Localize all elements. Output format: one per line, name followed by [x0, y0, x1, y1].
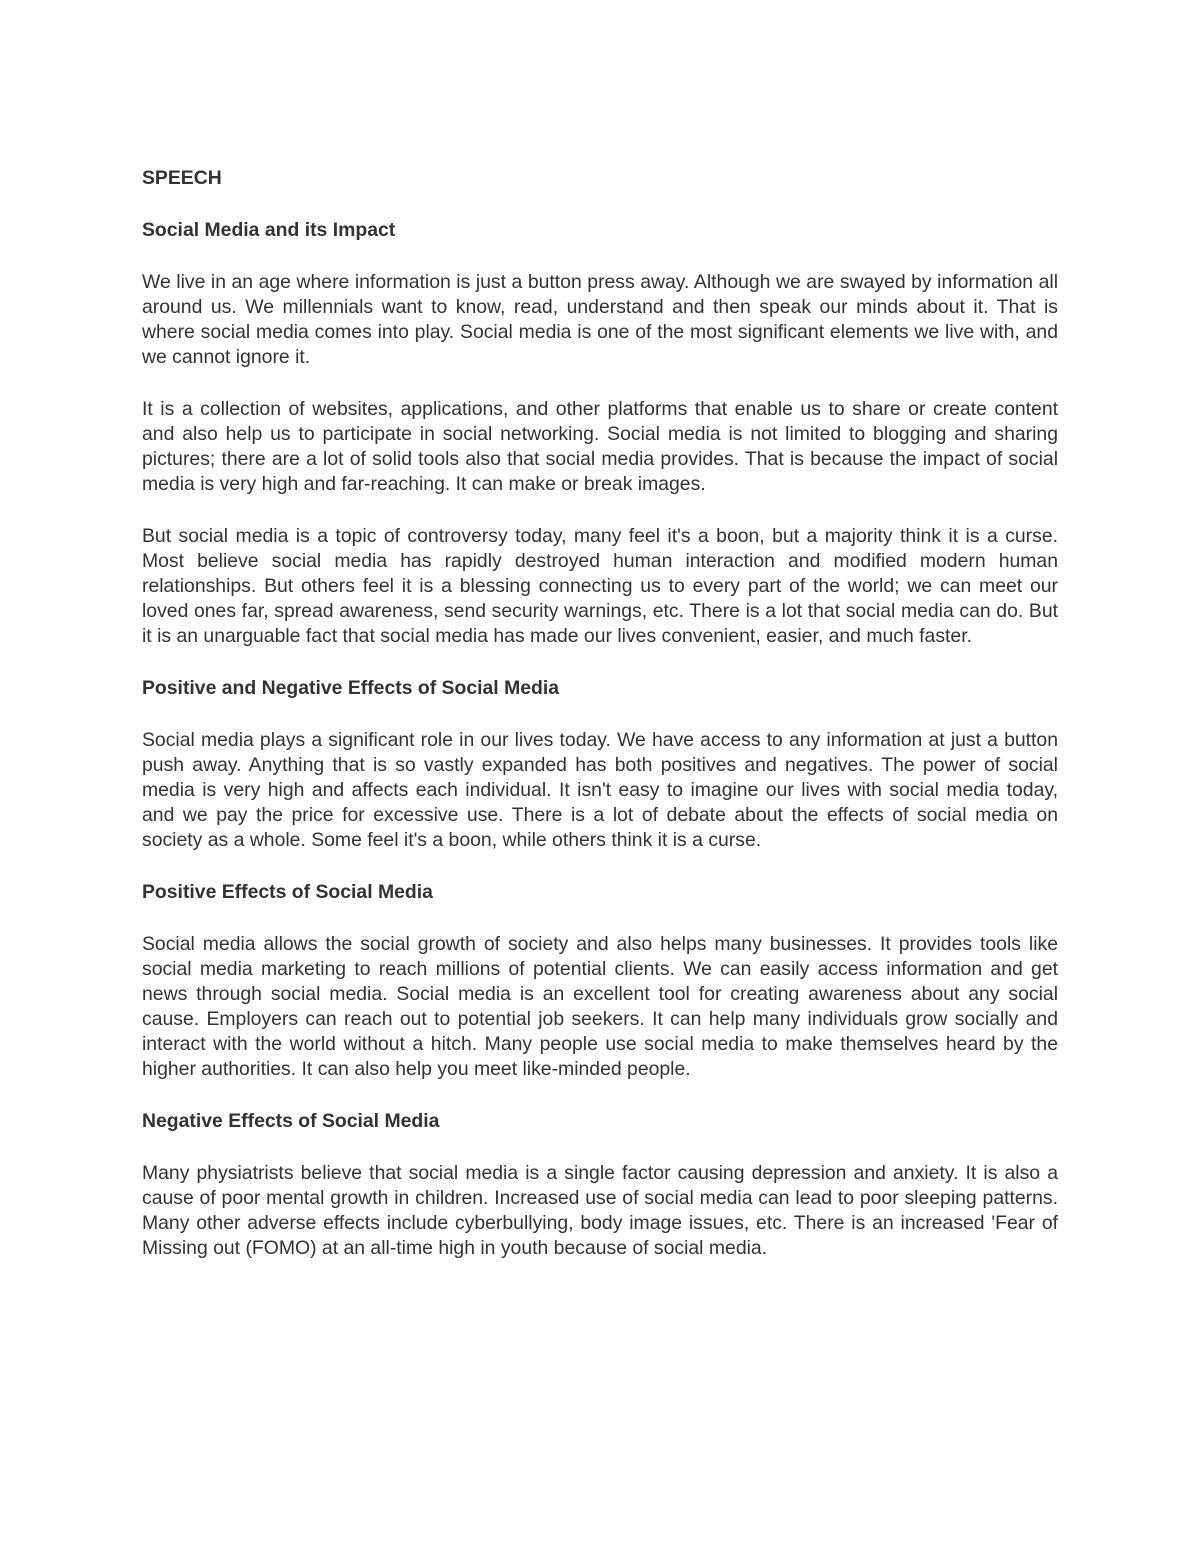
paragraph: Many physiatrists believe that social media is a single factor causing depression and anxiety. It is also a cause of poor mental growth in children. Increased use of social media can lead to poor sleeping patterns. Many other adverse effects include cyberbullying, body image issues, etc. There is an increased 'Fear of Missing out (FOMO) at an all-time high in youth because of social media.: [142, 1162, 1058, 1259]
section-heading: Positive and Negative Effects of Social Media: [142, 677, 560, 699]
section-heading: Positive Effects of Social Media: [142, 881, 433, 903]
paragraph: But social media is a topic of controversy today, many feel it's a boon, but a majority think it is a curse. Most believe social media has rapidly destroyed human interaction and modified modern human relationships. But others feel it is a blessing connecting us to every part of the world; we can meet our loved ones far, spread awareness, send security warnings, etc. There is a lot that social media can do. But it is an unarguable fact that social media has made our lives convenient, easier, and much faster.: [142, 525, 1058, 647]
document-body: [142, 166, 1058, 1288]
paragraph: Social media plays a significant role in our lives today. We have access to any information at just a button push away. Anything that is so vastly expanded has both positives and negatives. The power of social media is very high and affects each individual. It isn't easy to imagine our lives with social media today, and we pay the price for excessive use. There is a lot of debate about the effects of social media on society as a whole. Some feel it's a boon, while others think it is a curse.: [142, 729, 1058, 851]
document-title: SPEECH: [142, 167, 222, 189]
paragraph: Social media allows the social growth of society and also helps many businesses. It provides tools like social media marketing to reach millions of potential clients. We can easily access information and get news through social media. Social media is an excellent tool for creating awareness about any social cause. Employers can reach out to potential job seekers. It can help many individuals grow socially and interact with the world without a hitch. Many people use social media to make themselves heard by the higher authorities. It can also help you meet like-minded people.: [142, 933, 1058, 1080]
paragraph: It is a collection of websites, applications, and other platforms that enable us to share or create content and also help us to participate in social networking. Social media is not limited to blogging and sharing pictures; there are a lot of solid tools also that social media provides. That is because the impact of social media is very high and far-reaching. It can make or break images.: [142, 398, 1058, 495]
paragraph: We live in an age where information is just a button press away. Although we are swayed by information all around us. We millennials want to know, read, understand and then speak our minds about it. That is where social media comes into play. Social media is one of the most significant elements we live with, and we cannot ignore it.: [142, 271, 1058, 368]
section-heading: Social Media and its Impact: [142, 219, 396, 241]
section-heading: Negative Effects of Social Media: [142, 1110, 440, 1132]
